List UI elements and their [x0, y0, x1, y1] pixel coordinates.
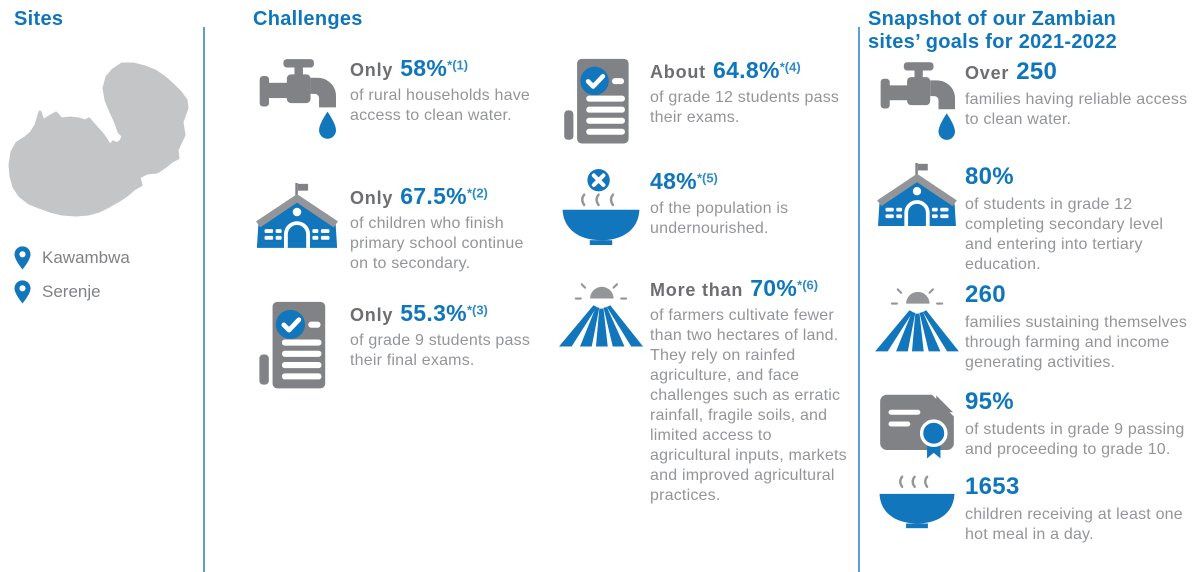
- map-pin-icon: [14, 280, 31, 304]
- challenge-item: [243, 183, 538, 274]
- stat-prefix: Over: [965, 63, 1010, 83]
- exam-pass-document-icon: [564, 57, 638, 149]
- certificate-icon: [875, 388, 959, 460]
- map-pin-icon: [14, 246, 31, 270]
- farm-field-icon: [559, 275, 643, 349]
- stat-prefix: Only: [350, 305, 394, 325]
- challenge-item: [551, 275, 856, 506]
- stat-footnote: *(3): [466, 302, 488, 318]
- stat-value: 70%: [750, 275, 798, 301]
- stat-description: children receiving at least one hot meal in a day.: [965, 506, 1183, 543]
- stat-description: families having reliable access to clean water.: [965, 91, 1188, 128]
- stat-value: 95%: [965, 388, 1014, 415]
- site-location-label: Kawambwa: [42, 248, 130, 267]
- divider: [203, 27, 205, 572]
- challenge-item: [243, 55, 538, 153]
- goal-item: [868, 473, 1195, 545]
- stat-value: 80%: [965, 163, 1014, 190]
- water-tap-icon: [879, 58, 955, 154]
- challenge-item: [243, 300, 538, 394]
- stat-description: of grade 12 students pass their exams.: [650, 89, 840, 126]
- stat-value: 58%: [400, 55, 448, 81]
- stat-description: of students in grade 9 passing and proceeding to grade 10.: [965, 421, 1185, 458]
- stat-description: of children who finish primary school continue on to secondary.: [350, 215, 524, 272]
- goals-title-line2: sites’ goals for 2021-2022: [868, 31, 1118, 53]
- stat-prefix: Only: [350, 60, 394, 80]
- stat-value: 67.5%: [400, 183, 467, 209]
- stat-value: 260: [965, 281, 1006, 308]
- goals-title: [868, 8, 1117, 54]
- site-location-row: [14, 280, 101, 304]
- stat-description: of students in grade 12 completing secondary level and entering into tertiary education.: [965, 196, 1164, 273]
- stat-value: 1653: [965, 473, 1020, 500]
- stat-footnote: *(1): [447, 57, 469, 73]
- exam-pass-document-icon: [259, 300, 335, 394]
- zambia-map: [0, 55, 200, 235]
- challenge-item: [551, 168, 856, 250]
- stat-prefix: More than: [650, 280, 744, 300]
- goal-item: [868, 388, 1195, 460]
- challenges-title: Challenges: [253, 8, 363, 30]
- sites-panel: [0, 0, 203, 572]
- school-icon: [875, 163, 959, 231]
- stat-value: 48%: [650, 168, 697, 194]
- stat-prefix: Only: [350, 188, 394, 208]
- stat-description: of the population is undernourished.: [650, 200, 789, 237]
- stat-value: 250: [1016, 58, 1058, 85]
- school-icon: [254, 183, 340, 253]
- stat-description: of farmers cultivate fewer than two hectares of land. They rely on rainfed agriculture, and face challenges such as erratic rainfall, fragile soils, and limited access to agricultural inputs, markets and improved agricultural practices.: [650, 307, 847, 504]
- goal-item: [868, 163, 1195, 275]
- goals-title-line1: Snapshot of our Zambian: [868, 8, 1117, 30]
- farm-field-icon: [875, 281, 959, 353]
- divider: [858, 27, 860, 572]
- water-tap-icon: [258, 55, 336, 153]
- site-location-label: Serenje: [42, 282, 101, 301]
- stat-value: 55.3%: [400, 300, 467, 326]
- stat-value: 64.8%: [712, 57, 780, 83]
- stat-description: of rural households have access to clean water.: [350, 87, 531, 124]
- goal-item: [868, 58, 1195, 154]
- undernourishment-bowl-icon: [561, 168, 641, 250]
- stat-footnote: *(4): [779, 59, 801, 75]
- stat-footnote: *(5): [696, 170, 718, 186]
- site-location-row: [14, 246, 130, 270]
- hot-meal-bowl-icon: [878, 473, 956, 535]
- goal-item: [868, 281, 1195, 373]
- stat-description: families sustaining themselves through farming and income generating activities.: [965, 314, 1188, 371]
- stat-description: of grade 9 students pass their final exams.: [350, 332, 531, 369]
- stat-footnote: *(6): [797, 277, 819, 293]
- stat-footnote: *(2): [466, 185, 488, 201]
- challenge-item: [551, 57, 856, 149]
- stat-prefix: About: [650, 62, 706, 82]
- sites-title: Sites: [14, 8, 64, 30]
